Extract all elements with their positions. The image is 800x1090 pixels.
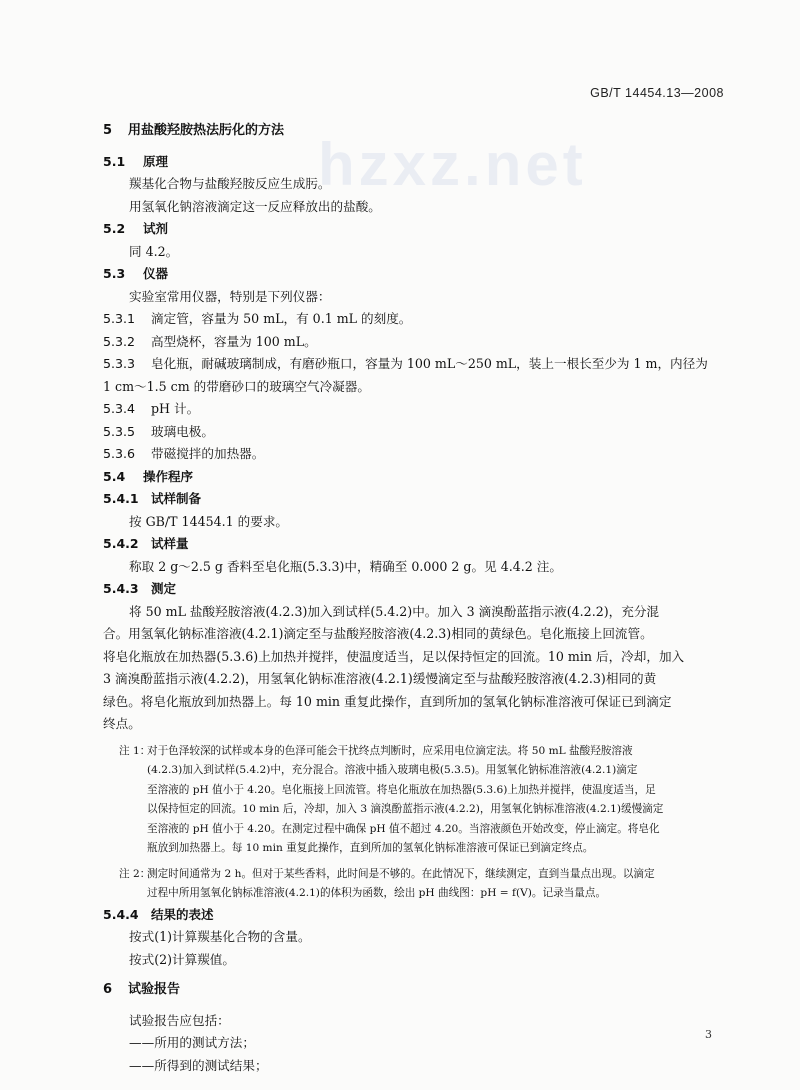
note-label: 注 1： xyxy=(119,744,151,757)
section-5-4-2-heading: 5.4.2 试样量 xyxy=(103,536,189,551)
page-number: 3 xyxy=(705,1028,712,1041)
paragraph: 用氢氧化钠溶液滴定这一反应释放出的盐酸。 xyxy=(129,198,381,214)
paragraph: 终点。 xyxy=(103,716,141,731)
paragraph: 按 GB/T 14454.1 的要求。 xyxy=(129,513,289,529)
item-5-3-1: 5.3.1 滴定管，容量为 50 mL，有 0.1 mL 的刻度。 xyxy=(103,311,412,326)
section-6-heading: 6 试验报告 xyxy=(103,982,181,997)
document-body xyxy=(103,118,723,1077)
note-2: 注 2：测定时间通常为 2 h。但对于某些香料，此时间是不够的。在此情况下，继续测定，直到当量点出现。以滴定 过程中所用氢氧化钠标准溶液(4.2.1)的体积为函数，绘出 pH 曲线图：pH = f(V)。记录当量点。 xyxy=(103,865,723,904)
paragraph: 将皂化瓶放在加热器(5.3.6)上加热并搅拌，使温度适当，足以保持恒定的回流。10 min 后，冷却，加入 xyxy=(103,648,685,664)
paragraph: 羰基化合物与盐酸羟胺反应生成肟。 xyxy=(129,176,331,191)
watermark: hzxz.net xyxy=(318,131,587,198)
paragraph: 按式(1)计算羰基化合物的含量。 xyxy=(129,929,311,944)
item-5-3-2: 5.3.2 高型烧杯，容量为 100 mL。 xyxy=(103,333,317,349)
paragraph: 绿色。将皂化瓶放到加热器上。每 10 min 重复此操作，直到所加的氢氧化钠标准溶液可保证已到滴定 xyxy=(103,693,672,709)
item-5-3-6: 5.3.6 带磁搅拌的加热器。 xyxy=(103,446,265,461)
paragraph: 称取 2 g～2.5 g 香料至皂化瓶(5.3.3)中，精确至 0.000 2 g。见 4.4.2 注。 xyxy=(129,558,562,574)
section-5-4-1-heading: 5.4.1 试样制备 xyxy=(103,491,202,506)
item-5-3-4: 5.3.4 pH 计。 xyxy=(103,401,200,416)
paragraph: 同 4.2。 xyxy=(129,243,179,259)
paragraph: 合。用氢氧化钠标准溶液(4.2.1)滴定至与盐酸羟胺溶液(4.2.3)相同的黄绿色。皂化瓶接上回流管。 xyxy=(103,626,653,641)
paragraph: 3 滴溴酚蓝指示液(4.2.2)，用氢氧化钠标准溶液(4.2.1)缓慢滴定至与盐酸羟胺溶液(4.2.3)相同的黄 xyxy=(103,671,657,686)
paragraph: 按式(2)计算羰值。 xyxy=(129,951,235,967)
item-5-3-5: 5.3.5 玻璃电极。 xyxy=(103,423,214,439)
paragraph: 将 50 mL 盐酸羟胺溶液(4.2.3)加入到试样(5.4.2)中。加入 3 滴溴酚蓝指示液(4.2.2)，充分混 xyxy=(129,603,660,619)
section-5-3-heading: 5.3 仪器 xyxy=(103,266,169,281)
standard-number: GB/T 14454.13—2008 xyxy=(590,86,724,100)
paragraph: 实验室常用仪器，特别是下列仪器： xyxy=(129,288,331,304)
section-5-heading: 5 用盐酸羟胺热法肟化的方法 xyxy=(103,123,285,138)
section-5-1-heading: 5.1 原理 xyxy=(103,153,169,169)
paragraph: 试验报告应包括： xyxy=(129,1012,230,1028)
list-item: ——所用的测试方法； xyxy=(129,1035,255,1050)
section-5-4-4-heading: 5.4.4 结果的表述 xyxy=(103,906,214,922)
note-1: 注 1：对于色泽较深的试样或本身的色泽可能会干扰终点判断时，应采用电位滴定法。将 50 mL 盐酸羟胺溶液 (4.2.3)加入到试样(5.4.2)中，充分混合。溶液中插入玻璃电极(5.3.5)。用氢氧化钠标准溶液(4.2.1)滴定 至溶液的 pH 值小于 4.20。皂化瓶接上回流管。将皂化瓶放在加热器(5.3.6)上加热并搅拌，使温度适当，足 以保持恒定的回流。10 min 后，冷却，加入 3 滴溴酚蓝指示液(4.2.2)，用氢氧化钠标准溶液(4.2.1)缓慢滴定 至溶液的 pH 值小于 4.20。在测定过程中确保 pH 值不超过 4.20。当溶液颜色开始改变，停止滴定。将皂化 瓶放到加热器上。每 10 min 重复此操作，直到所加的氢氧化钠标准溶液可保证已到滴定终点。 xyxy=(103,742,723,859)
section-5-2-heading: 5.2 试剂 xyxy=(103,221,169,236)
note-label: 注 2： xyxy=(119,867,151,880)
section-5-4-heading: 5.4 操作程序 xyxy=(103,468,194,484)
item-5-3-3-continued: 1 cm～1.5 cm 的带磨砂口的玻璃空气冷凝器。 xyxy=(103,378,370,394)
item-5-3-3: 5.3.3 皂化瓶，耐碱玻璃制成，有磨砂瓶口，容量为 100 mL～250 mL，装上一根长至少为 1 m，内径为 xyxy=(103,356,708,371)
section-5-4-3-heading: 5.4.3 测定 xyxy=(103,581,177,596)
list-item: ——所得到的测试结果； xyxy=(129,1057,268,1073)
